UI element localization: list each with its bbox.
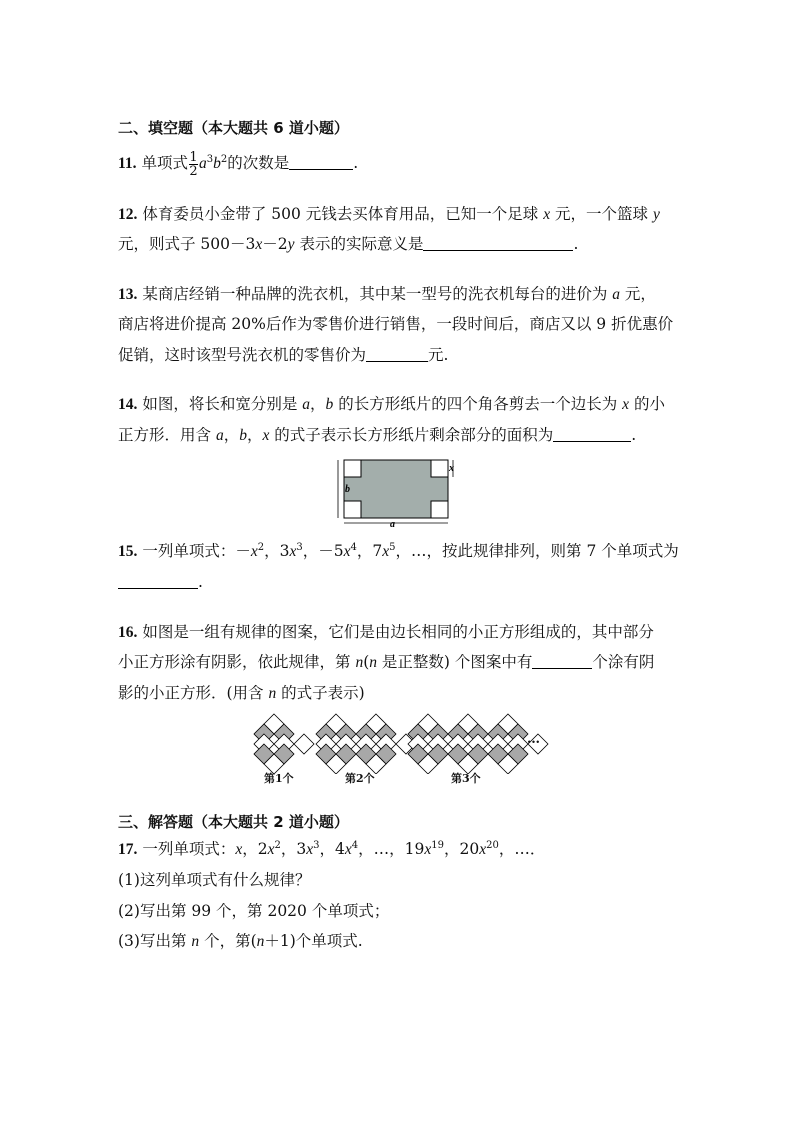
pattern-1-square [294,734,314,754]
q17-number: 17. [118,841,138,858]
label-x: x [449,463,454,474]
q16-answer-blank[interactable] [532,653,592,669]
question-17-part-1: (1)这列单项式有什么规律？ [118,871,311,889]
question-14-line-1: 14. 如图，将长和宽分别是 a，b 的长方形纸片的四个角各剪去一个边长为 x 的小 [118,395,665,413]
question-11: 11. 单项式 $\frac{1}{2}$ $a^3b^2$的次数是 . [118,149,359,179]
fraction-one-half: $\frac{1}{2}$ [189,149,198,179]
q14-answer-blank[interactable] [553,426,631,442]
q11-answer-blank[interactable] [289,154,353,170]
question-16-line-3: 影的小正方形．(用含 n 的式子表示) [118,684,365,702]
section-3-heading: 三、解答题（本大题共 2 道小题） [118,813,349,831]
label-a: a [390,519,395,528]
q12-number: 12. [118,206,138,223]
question-13-line-2: 商店将进价提高 20%后作为零售价进行销售，一段时间后，商店又以 9 折优惠价 [118,315,674,333]
q14-number: 14. [118,396,138,413]
pattern-label-2: 第2个 [345,772,375,785]
pattern-ellipsis: … [527,732,540,747]
q11-number: 11. [118,155,137,172]
pattern-label-3: 第3个 [451,772,481,785]
q16-number: 16. [118,624,138,641]
question-16-line-1: 16. 如图是一组有规律的图案，它们是由边长相同的小正方形组成的，其中部分 [118,623,654,641]
square-pattern-figure [250,712,550,774]
section-2-heading: 二、填空题（本大题共 6 道小题） [118,119,349,137]
q12-answer-blank[interactable] [423,235,573,251]
question-15-line-1: 15. 一列单项式：$-x^2$，$3x^3$，$-5x^4$，$7x^5$，…，按此规律排列，则第 7 个单项式为 [118,542,679,560]
question-17-line-1: 17. 一列单项式：x，$2x^2$，$3x^3$，$4x^4$，…，$19x^{19}$，$20x^{20}$，…． [118,840,546,858]
question-13-line-3: 促销，这时该型号洗衣机的零售价为 元. [118,346,449,364]
rectangle-cut-corners-figure [334,456,464,528]
question-17-part-3: (3)写出第 n 个，第(n＋1)个单项式. [118,932,363,950]
question-17-part-2: (2)写出第 99 个，第 2020 个单项式； [118,902,390,920]
question-16-line-2: 小正方形涂有阴影，依此规律，第 n(n 是正整数) 个图案中有 个涂有阴 [118,653,655,671]
question-15-line-2: . [118,572,203,592]
cut-corner-bottom-right [431,501,448,518]
label-b: b [345,484,350,495]
pattern-label-1: 第1个 [264,772,294,785]
q15-answer-blank[interactable] [118,573,198,589]
q13-answer-blank[interactable] [366,346,428,362]
cut-corner-top-right [431,460,448,477]
q13-number: 13. [118,286,138,303]
question-13-line-1: 13. 某商店经销一种品牌的洗衣机，其中某一型号的洗衣机每台的进价为 a 元， [118,285,656,303]
question-14-line-2: 正方形．用含 a，b，x 的式子表示长方形纸片剩余部分的面积为 . [118,426,637,444]
q15-number: 15. [118,543,138,560]
cut-corner-bottom-left [344,501,361,518]
question-12-line-1: 12. 体育委员小金带了 500 元钱去买体育用品，已知一个足球 x 元，一个篮球 y [118,205,660,223]
question-12-line-2: 元，则式子 500－3x－2y 表示的实际意义是 . [118,235,579,253]
cut-corner-top-left [344,460,361,477]
